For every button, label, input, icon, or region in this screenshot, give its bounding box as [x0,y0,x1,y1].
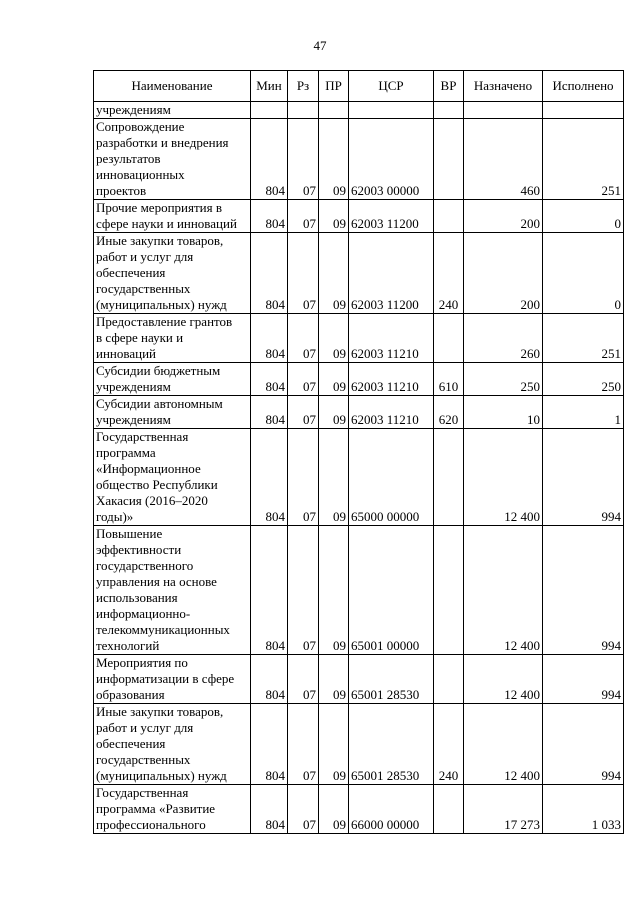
row-csr: 62003 11210 [349,396,434,429]
column-header-vr: ВР [434,71,464,102]
column-header-csr: ЦСР [349,71,434,102]
row-assigned: 260 [464,314,543,363]
row-pr: 09 [319,200,349,233]
row-min: 804 [251,363,288,396]
row-csr: 62003 11200 [349,233,434,314]
row-csr: 62003 00000 [349,119,434,200]
row-rz: 07 [288,655,319,704]
row-executed: 250 [543,363,624,396]
row-csr: 62003 11200 [349,200,434,233]
row-csr [349,102,434,119]
row-min: 804 [251,233,288,314]
column-header-pr: ПР [319,71,349,102]
row-pr: 09 [319,704,349,785]
row-vr: 620 [434,396,464,429]
row-assigned: 12 400 [464,704,543,785]
table-header-row [94,71,624,102]
table-row [94,396,624,429]
column-header-min: Мин [251,71,288,102]
row-executed: 994 [543,526,624,655]
row-csr: 65001 00000 [349,526,434,655]
row-pr: 09 [319,429,349,526]
row-pr: 09 [319,396,349,429]
table-row [94,200,624,233]
row-rz: 07 [288,314,319,363]
row-pr: 09 [319,363,349,396]
row-vr: 610 [434,363,464,396]
column-header-rz: Рз [288,71,319,102]
row-rz: 07 [288,119,319,200]
row-name: учреждениям [94,102,251,119]
row-pr: 09 [319,314,349,363]
row-rz: 07 [288,429,319,526]
page-number: 47 [313,38,327,53]
row-rz: 07 [288,704,319,785]
row-assigned: 12 400 [464,655,543,704]
row-executed: 1 [543,396,624,429]
budget-table [93,70,624,834]
row-vr [434,785,464,834]
row-name: Иные закупки товаров, работ и услуг для обеспечения государственных (муниципальных) нужд [94,704,251,785]
row-csr: 65001 28530 [349,704,434,785]
row-assigned: 12 400 [464,526,543,655]
row-vr [434,314,464,363]
row-csr: 65001 28530 [349,655,434,704]
table-row [94,655,624,704]
row-min: 804 [251,396,288,429]
row-name: Сопровождение разработки и внедрения результатов инновационных проектов [94,119,251,200]
row-vr [434,429,464,526]
row-vr [434,655,464,704]
row-executed: 994 [543,429,624,526]
row-min: 804 [251,314,288,363]
row-rz [288,102,319,119]
row-name: Мероприятия по информатизации в сфере образования [94,655,251,704]
row-pr: 09 [319,785,349,834]
row-assigned [464,102,543,119]
row-min: 804 [251,429,288,526]
row-vr: 240 [434,704,464,785]
row-rz: 07 [288,785,319,834]
row-min: 804 [251,655,288,704]
row-pr: 09 [319,655,349,704]
row-vr [434,119,464,200]
row-min: 804 [251,785,288,834]
row-assigned: 200 [464,200,543,233]
row-executed: 994 [543,655,624,704]
row-name: Субсидии бюджетным учреждениям [94,363,251,396]
row-rz: 07 [288,233,319,314]
row-pr: 09 [319,526,349,655]
row-min: 804 [251,119,288,200]
row-executed: 1 033 [543,785,624,834]
row-name: Прочие мероприятия в сфере науки и инноваций [94,200,251,233]
row-assigned: 200 [464,233,543,314]
row-pr [319,102,349,119]
row-rz: 07 [288,363,319,396]
row-csr: 62003 11210 [349,363,434,396]
row-assigned: 460 [464,119,543,200]
column-header-name: Наименование [94,71,251,102]
row-rz: 07 [288,396,319,429]
row-executed: 251 [543,314,624,363]
row-vr [434,526,464,655]
table-row [94,363,624,396]
row-csr: 62003 11210 [349,314,434,363]
row-pr: 09 [319,119,349,200]
row-executed: 251 [543,119,624,200]
row-pr: 09 [319,233,349,314]
table-row [94,429,624,526]
row-executed: 0 [543,200,624,233]
row-rz: 07 [288,200,319,233]
row-name: Предоставление грантов в сфере науки и инноваций [94,314,251,363]
row-name: Государственная программа «Развитие профессионального [94,785,251,834]
row-assigned: 10 [464,396,543,429]
table-row [94,314,624,363]
row-rz: 07 [288,526,319,655]
row-assigned: 250 [464,363,543,396]
row-csr: 66000 00000 [349,785,434,834]
row-name: Повышение эффективности государственного управления на основе использования информационно- телекоммуникационных технологий [94,526,251,655]
row-vr [434,102,464,119]
table-row [94,119,624,200]
row-executed: 994 [543,704,624,785]
table-row [94,704,624,785]
row-min: 804 [251,526,288,655]
row-vr [434,200,464,233]
column-header-assigned: Назначено [464,71,543,102]
row-min: 804 [251,704,288,785]
row-vr: 240 [434,233,464,314]
row-name: Субсидии автономным учреждениям [94,396,251,429]
row-executed: 0 [543,233,624,314]
table-row [94,785,624,834]
row-min: 804 [251,200,288,233]
row-assigned: 12 400 [464,429,543,526]
row-name: Государственная программа «Информационное общество Республики Хакасия (2016–2020 годы)» [94,429,251,526]
row-csr: 65000 00000 [349,429,434,526]
row-min [251,102,288,119]
table-row [94,233,624,314]
column-header-executed: Исполнено [543,71,624,102]
table-row [94,526,624,655]
table-row [94,102,624,119]
row-executed [543,102,624,119]
row-name: Иные закупки товаров, работ и услуг для обеспечения государственных (муниципальных) нужд [94,233,251,314]
row-assigned: 17 273 [464,785,543,834]
